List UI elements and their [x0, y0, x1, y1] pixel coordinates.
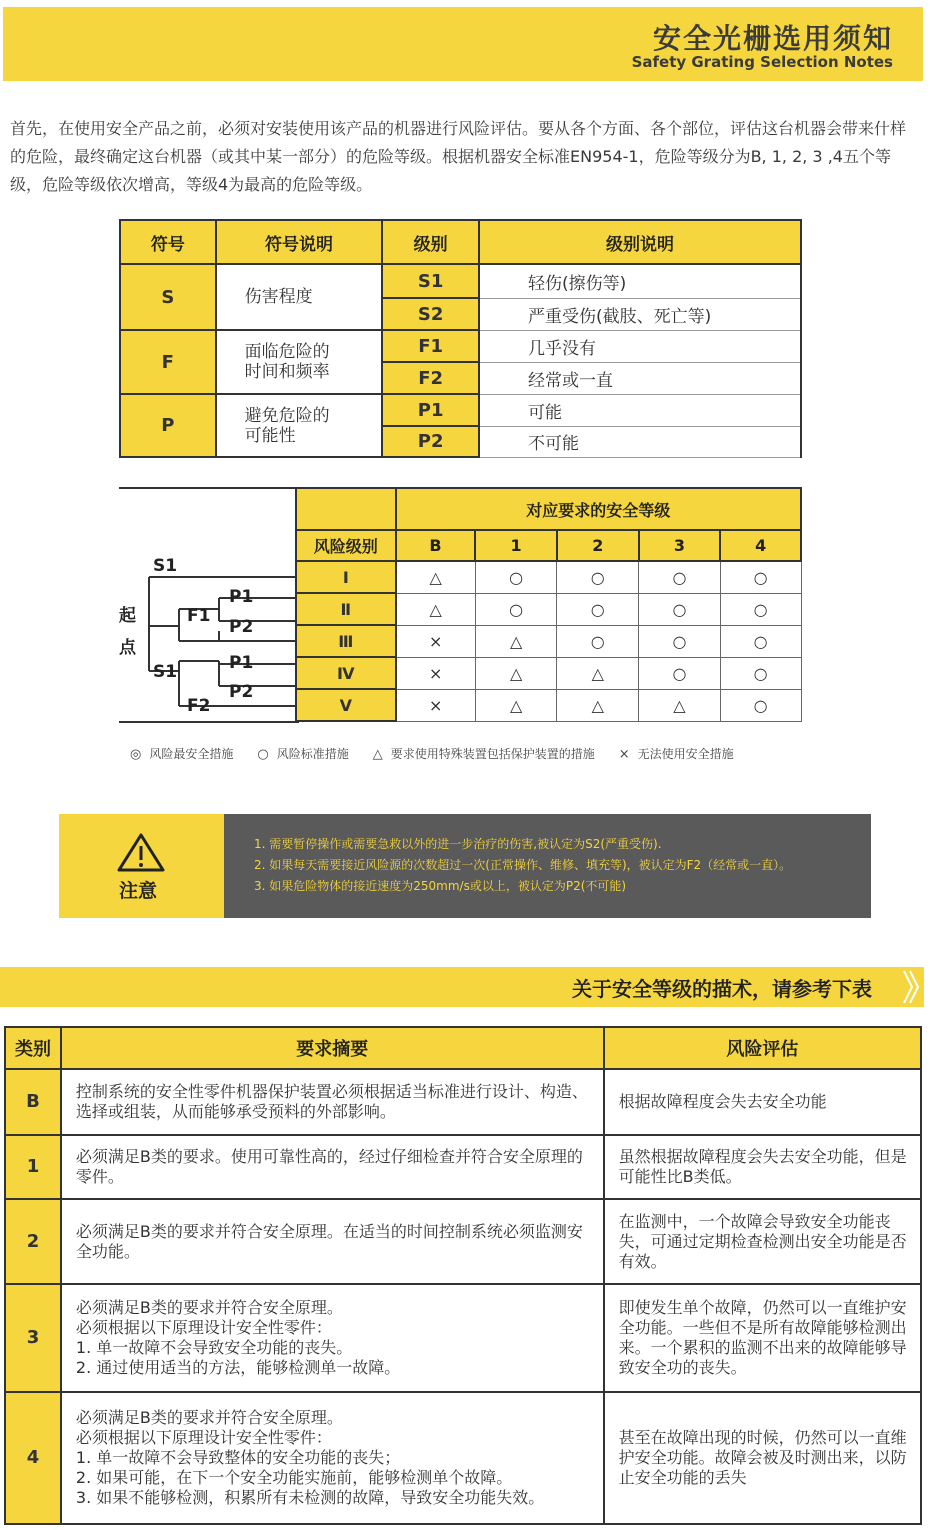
graph-label: S1	[153, 556, 178, 576]
legend-item	[257, 745, 348, 762]
risk-cell: △	[557, 657, 639, 689]
risk-cell: ○	[475, 561, 557, 593]
graph-label: P1	[229, 653, 254, 673]
notice-item: 3. 如果危险物体的接近速度为250mm/s或以上，被认定为P2(不可能)	[254, 879, 627, 893]
risk-column-header: 1	[475, 530, 557, 561]
risk-cell: ○	[475, 593, 557, 625]
symbol-desc-cell: 面临危险的时间和频率	[216, 330, 383, 394]
notice-items	[254, 834, 791, 897]
symbol-desc-cell: 避免危险的可能性	[216, 394, 383, 457]
cross-icon: ×	[618, 747, 630, 762]
page-subtitle: Safety Grating Selection Notes	[631, 53, 893, 71]
symbol-table	[119, 219, 802, 458]
level-cell: P1	[382, 394, 479, 426]
risk-cell: △	[475, 625, 557, 657]
graph-label: F1	[187, 606, 211, 626]
level-desc-cell: 轻伤(擦伤等)	[479, 264, 801, 298]
level-cell: F2	[382, 362, 479, 394]
level-cell: S2	[382, 298, 479, 330]
level-cell: P2	[382, 426, 479, 457]
symbol-cell: F	[120, 330, 216, 394]
risk-assessment-header: 风险评估	[604, 1027, 921, 1069]
symbol-desc-cell: 伤害程度	[216, 264, 383, 330]
risk-column-header: B	[396, 530, 476, 561]
risk-level-cell: Ⅲ	[296, 625, 396, 657]
category-cell: 4	[5, 1392, 61, 1524]
triangle-icon: △	[372, 747, 383, 762]
requirement-cell: 必须满足B类的要求并符合安全原理。 必须根据以下原理设计安全性零件： 1. 单一故障不会导致整体的安全功能的丧失； 2. 如果可能，在下一个安全功能实施前，能够检测单个故障。 3. 如果不能够检测，积累所有未检测的故障，导致安全功能失效。	[61, 1392, 604, 1524]
legend-item	[373, 745, 595, 762]
risk-cell: ○	[639, 625, 721, 657]
notice-item: 2. 如果每天需要接近风险源的次数超过一次(正常操作、维修、填充等)，被认定为F2（经常或一直）。	[254, 858, 792, 872]
risk-cell: ○	[557, 593, 639, 625]
risk-cell: ○	[720, 689, 801, 721]
category-table	[4, 1026, 922, 1525]
risk-table-title: 对应要求的安全等级	[396, 488, 801, 530]
requirement-cell: 控制系统的安全性零件机器保护装置必须根据适当标准进行设计、构造、选择或组装，从而能够承受预料的外部影响。	[61, 1069, 604, 1135]
graph-label: P2	[229, 617, 254, 637]
section-banner	[0, 967, 924, 1007]
legend-text: 要求使用特殊装置包括保护装置的措施	[390, 747, 595, 761]
risk-level-cell: Ⅱ	[296, 593, 396, 625]
risk-cell: ○	[720, 561, 801, 593]
legend-item	[130, 745, 233, 762]
notice-item: 1. 需要暂停操作或需要急救以外的进一步治疗的伤害,被认定为S2(严重受伤).	[254, 837, 662, 851]
requirement-cell: 必须满足B类的要求并符合安全原理。在适当的时间控制系统必须监测安全功能。	[61, 1199, 604, 1284]
symbol-header: 符号	[120, 220, 216, 264]
risk-table-spacer	[296, 488, 396, 530]
stripes-decoration-icon	[898, 967, 922, 1007]
risk-cell: ○	[720, 625, 801, 657]
risk-cell: ○	[639, 657, 721, 689]
risk-column-header: 2	[557, 530, 639, 561]
risk-cell: △	[396, 593, 476, 625]
risk-assessment-cell: 即使发生单个故障，仍然可以一直维护安全功能。一些但不是所有故障能够检测出来。一个累积的监测不出来的故障能够导致安全功的丧失。	[604, 1284, 921, 1392]
level-desc-cell: 经常或一直	[479, 362, 801, 394]
risk-cell: ×	[396, 689, 476, 721]
graph-label: P1	[229, 587, 254, 607]
graph-label: P2	[229, 682, 254, 702]
risk-graph	[119, 486, 299, 724]
risk-assessment-cell: 虽然根据故障程度会失去安全功能，但是可能性比B类低。	[604, 1135, 921, 1199]
risk-cell: ○	[639, 593, 721, 625]
legend-text: 无法使用安全措施	[637, 747, 734, 761]
page-title: 安全光栅选用须知	[652, 22, 893, 55]
legend	[130, 745, 734, 762]
risk-cell: ○	[557, 561, 639, 593]
risk-cell: ×	[396, 625, 476, 657]
risk-cell: △	[557, 689, 639, 721]
risk-cell: ○	[720, 657, 801, 689]
risk-table	[295, 487, 802, 722]
notice-box	[59, 814, 871, 918]
level-desc-header: 级别说明	[479, 220, 801, 264]
risk-cell: △	[475, 657, 557, 689]
symbol-desc-header: 符号说明	[216, 220, 383, 264]
requirement-cell: 必须满足B类的要求。使用可靠性高的，经过仔细检查并符合安全原理的零件。	[61, 1135, 604, 1199]
risk-cell: △	[639, 689, 721, 721]
risk-level-cell: Ⅴ	[296, 689, 396, 721]
intro-paragraph: 首先，在使用安全产品之前，必须对安装使用该产品的机器进行风险评估。要从各个方面、各个部位，评估这台机器会带来什样的危险，最终确定这台机器（或其中某一部分）的危险等级。根据机器安全标准EN954-1，危险等级分为B, 1, 2, 3 ,4五个等级，危险等级依次增高，等级4为最高的危险等级。	[10, 119, 907, 194]
level-header: 级别	[382, 220, 479, 264]
header-banner	[3, 7, 923, 81]
graph-label: S1	[153, 662, 178, 682]
category-header: 类别	[5, 1027, 61, 1069]
category-cell: 2	[5, 1199, 61, 1284]
risk-column-header: 4	[720, 530, 801, 561]
risk-cell: ○	[557, 625, 639, 657]
risk-graph-lines	[119, 486, 299, 724]
risk-cell: ×	[396, 657, 476, 689]
notice-label-area	[59, 814, 224, 918]
risk-cell: ○	[720, 593, 801, 625]
level-desc-cell: 严重受伤(截肢、死亡等)	[479, 298, 801, 330]
symbol-cell: S	[120, 264, 216, 330]
graph-label: F2	[187, 696, 211, 716]
risk-level-cell: Ⅳ	[296, 657, 396, 689]
risk-cell: ○	[639, 561, 721, 593]
risk-assessment-cell: 根据故障程度会失去安全功能	[604, 1069, 921, 1135]
level-desc-cell: 可能	[479, 394, 801, 426]
risk-level-cell: Ⅰ	[296, 561, 396, 593]
risk-assessment-cell: 在监测中，一个故障会导致安全功能丧失，可通过定期检查检测出安全功能是否有效。	[604, 1199, 921, 1284]
level-cell: F1	[382, 330, 479, 362]
risk-level-header: 风险级别	[296, 530, 396, 561]
symbol-cell: P	[120, 394, 216, 457]
level-cell: S1	[382, 264, 479, 298]
warning-triangle-icon	[117, 832, 165, 872]
category-cell: 3	[5, 1284, 61, 1392]
notice-title: 注意	[119, 880, 158, 902]
legend-text: 风险标准措施	[276, 747, 349, 761]
requirement-header: 要求摘要	[61, 1027, 604, 1069]
start-label: 起点	[119, 606, 136, 658]
category-cell: 1	[5, 1135, 61, 1199]
circle-icon: ○	[257, 747, 269, 762]
level-desc-cell: 几乎没有	[479, 330, 801, 362]
category-cell: B	[5, 1069, 61, 1135]
requirement-cell: 必须满足B类的要求并符合安全原理。 必须根据以下原理设计安全性零件： 1. 单一故障不会导致安全功能的丧失。 2. 通过使用适当的方法，能够检测单一故障。	[61, 1284, 604, 1392]
legend-item	[619, 745, 734, 762]
risk-cell: △	[475, 689, 557, 721]
level-desc-cell: 不可能	[479, 426, 801, 457]
double-circle-icon: ◎	[130, 747, 142, 762]
legend-text: 风险最安全措施	[149, 747, 234, 761]
risk-cell: △	[396, 561, 476, 593]
risk-column-header: 3	[639, 530, 721, 561]
risk-assessment-cell: 甚至在故障出现的时候，仍然可以一直维护安全功能。故障会被及时测出来，以防止安全功能的丢失	[604, 1392, 921, 1524]
section-title: 关于安全等级的描术，请参考下表	[572, 977, 872, 1001]
